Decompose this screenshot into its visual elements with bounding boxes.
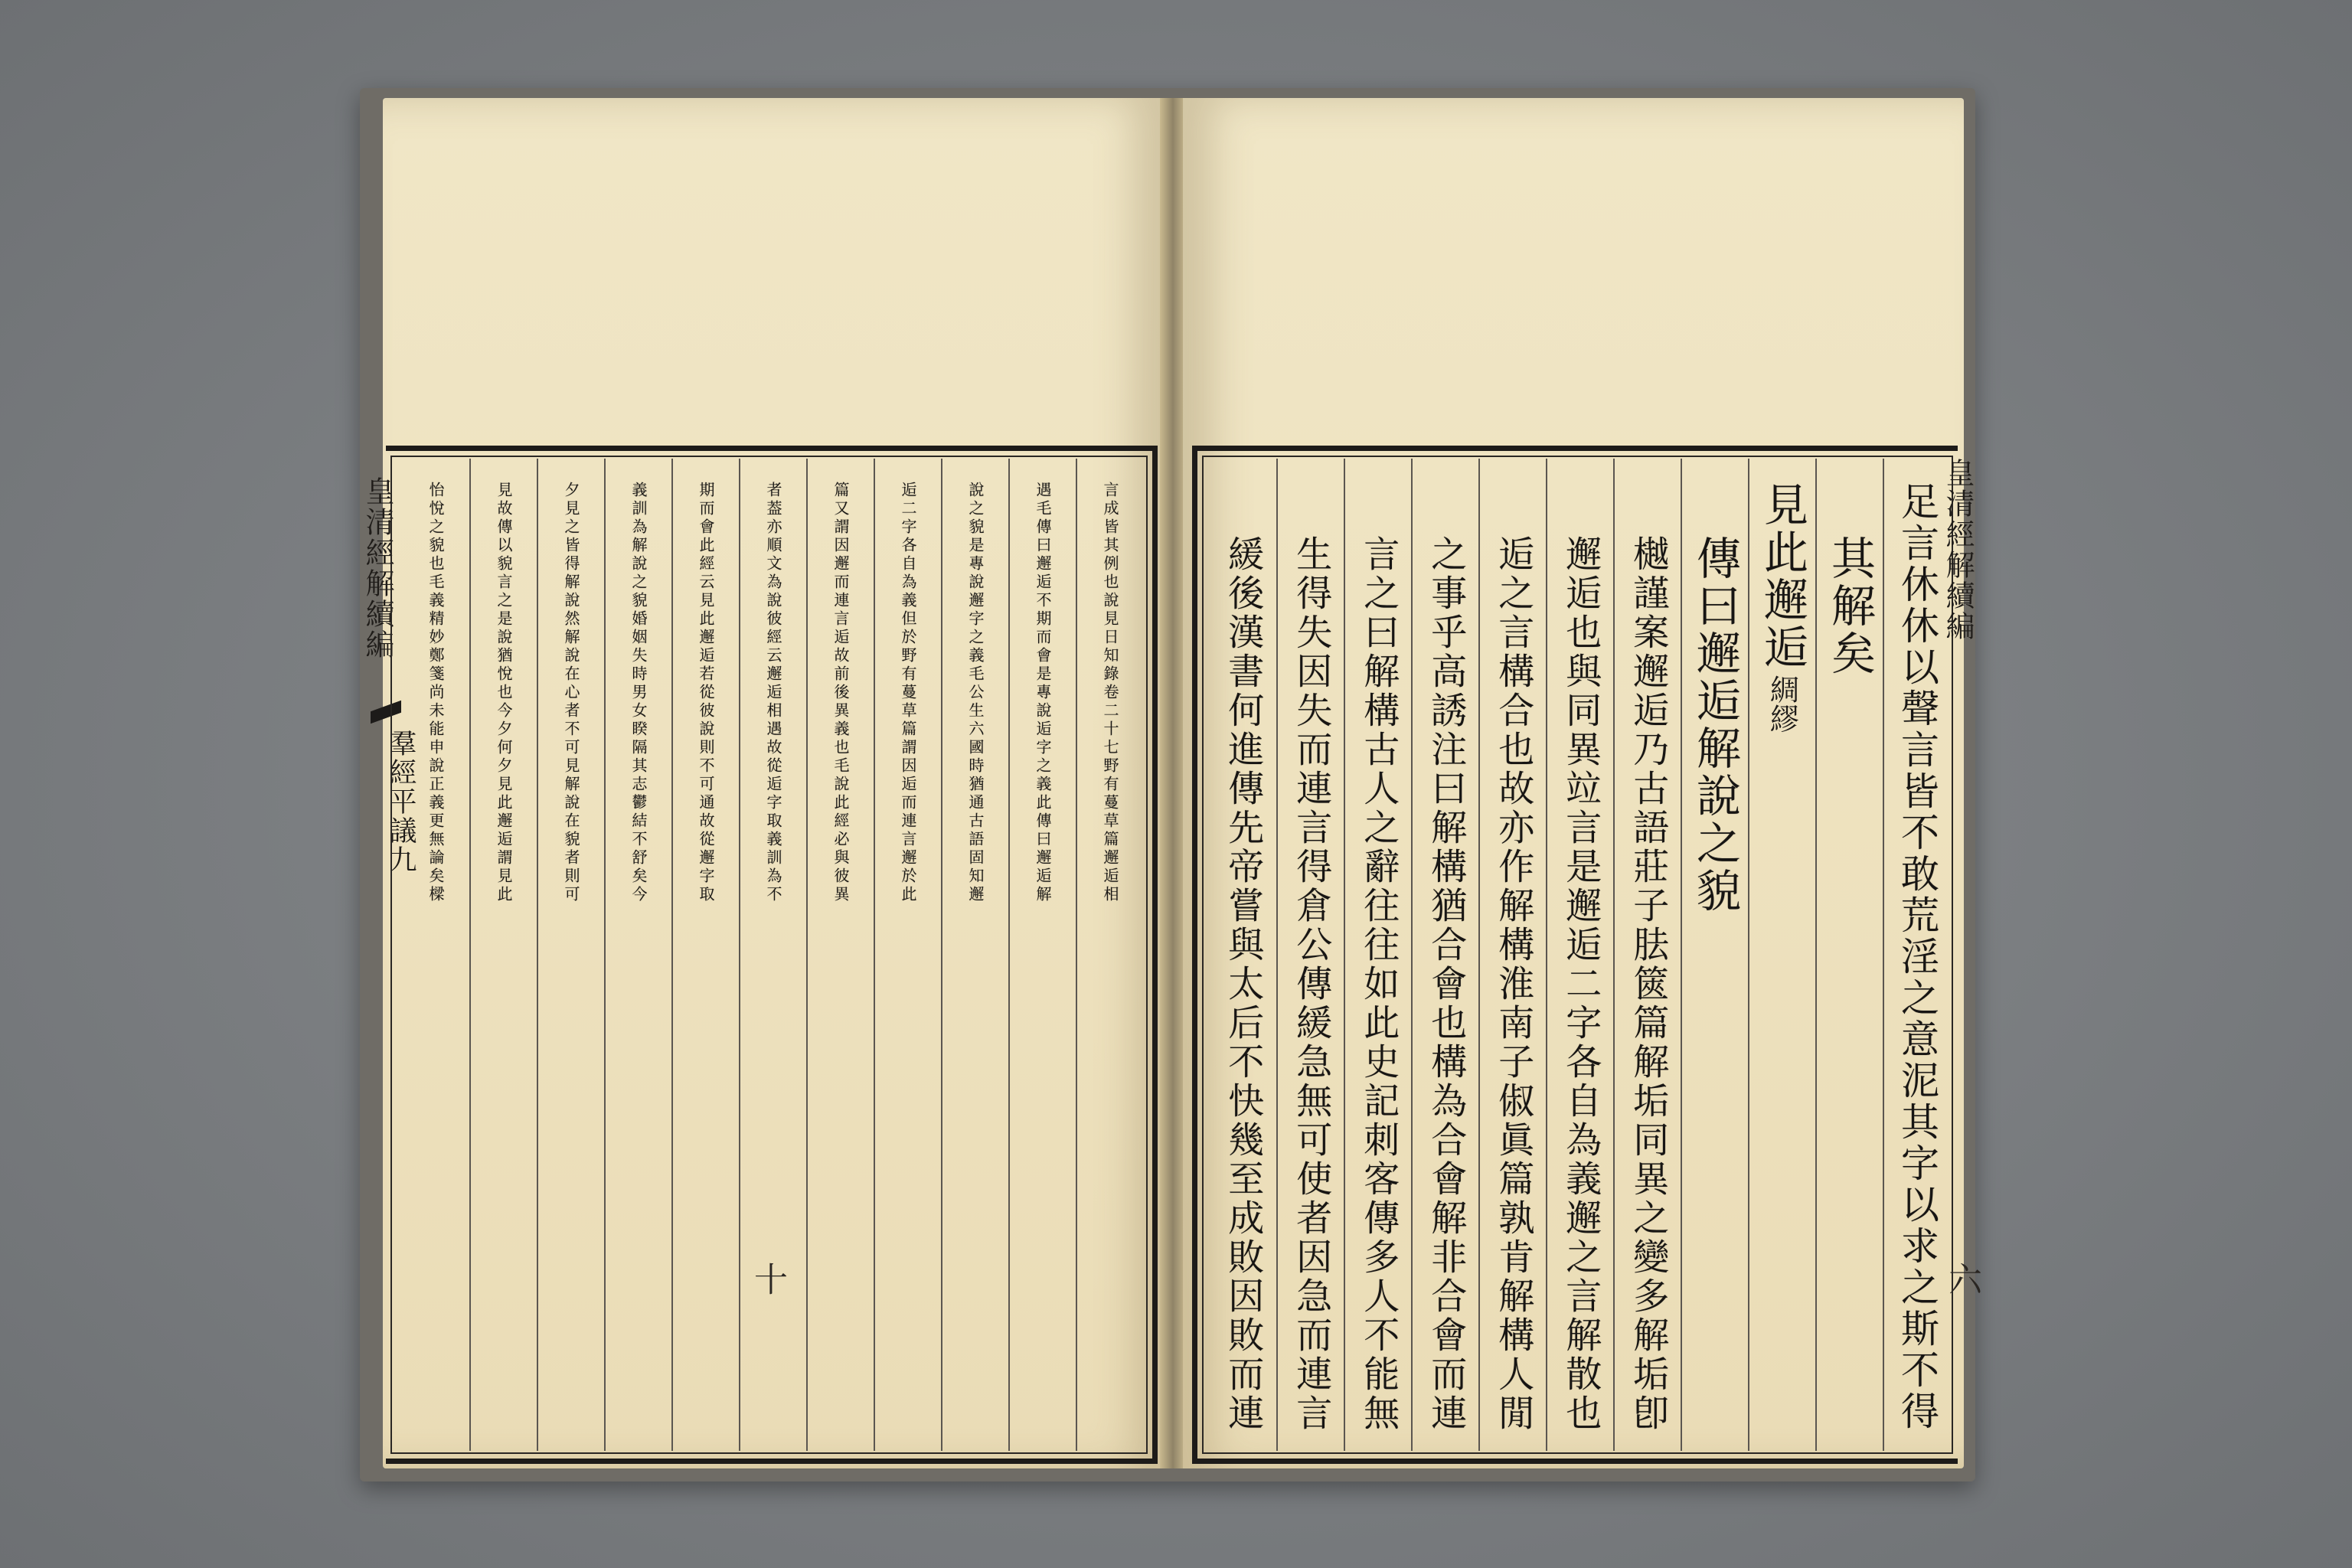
right-text-columns — [1207, 459, 1950, 1451]
left-runner-chapter: 羣經平議九 — [385, 729, 416, 874]
column-text: 邂逅也與同異竝言是邂逅二字各自為義邂之言解散也 — [1560, 535, 1602, 1433]
text-column — [941, 459, 1008, 1451]
column-text: 樾謹案邂逅乃古語莊子胠篋篇解垢同異之變多解垢卽 — [1627, 535, 1670, 1433]
column-text: 怡悅之貌也毛義精妙鄭箋尚未能申說正義更無論矣樑 — [426, 482, 445, 904]
left-text-columns — [386, 459, 1143, 1451]
column-text: 義訓為解說之貌婚姻失時男女睽隔其志鬱結不舒矣今 — [629, 482, 648, 904]
text-column — [604, 459, 671, 1451]
left-page-number: 十 — [748, 1262, 787, 1295]
column-text: 遇毛傳曰邂逅不期而會是專說逅字之義此傳曰邂逅解 — [1034, 482, 1052, 904]
right-runner-title: 皇清經解續編 — [1941, 458, 1975, 642]
column-text: 篇又謂因邂而連言逅故前後異義也毛說此經必與彼異 — [831, 482, 850, 904]
column-text: 見此邂逅 — [1756, 482, 1808, 671]
text-column — [469, 459, 537, 1451]
column-text: 說之貌是專說邂字之義毛公生六國時猶通古語固知邂 — [966, 482, 985, 904]
text-column — [1613, 459, 1681, 1451]
right-page-number: 六 — [1942, 1262, 1981, 1295]
left-page — [361, 98, 1164, 1468]
right-page — [1183, 98, 1981, 1468]
column-text: 期而會此經云見此邂逅若從彼說則不可通故從邂字取 — [697, 482, 715, 904]
text-column — [806, 459, 874, 1451]
column-text: 逅二字各自為義但於野有蔓草篇謂因逅而連言邂於此 — [899, 482, 917, 904]
column-text: 生得失因失而連言得倉公傳緩急無可使者因急而連言 — [1290, 535, 1333, 1433]
text-column — [874, 459, 941, 1451]
column-text: 言成皆其例也說見日知錄卷二十七野有蔓草篇邂逅相 — [1101, 482, 1119, 904]
text-column — [1411, 459, 1478, 1451]
column-text: 其解矣 — [1824, 535, 1876, 678]
text-column — [402, 459, 469, 1451]
column-text: 緩後漢書何進傳先帝嘗與太后不快幾至成敗因敗而連 — [1222, 535, 1265, 1433]
left-runner-title: 皇清經解續編 — [361, 476, 394, 660]
text-column — [1076, 459, 1143, 1451]
text-column — [671, 459, 739, 1451]
column-text: 足言休休以聲言皆不敢荒淫之意泥其字以求之斯不得 — [1895, 482, 1939, 1432]
text-column — [1344, 459, 1411, 1451]
book-gutter — [1160, 98, 1186, 1468]
column-text: 言之曰解構古人之辭往往如此史記刺客傳多人不能無 — [1357, 535, 1400, 1433]
text-column — [1681, 459, 1748, 1451]
column-text: 夕見之皆得解說然解說在心者不可見解說在貌者則可 — [562, 482, 580, 904]
column-text: 傳曰邂逅解說之貌 — [1689, 535, 1741, 915]
column-note: 綢繆 — [1765, 675, 1799, 733]
text-column — [1748, 459, 1815, 1451]
column-text: 者葢亦順文為說彼經云邂逅相遇故從逅字取義訓為不 — [764, 482, 782, 904]
column-text: 見故傳以貌言之是說猶悅也今夕何夕見此邂逅謂見此 — [495, 482, 513, 904]
left-text-frame — [386, 446, 1158, 1464]
column-text: 逅之言構合也故亦作解構淮南子俶眞篇孰肯解構人閒 — [1492, 535, 1535, 1433]
text-column — [1008, 459, 1076, 1451]
text-column — [739, 459, 806, 1451]
text-column — [1209, 459, 1276, 1451]
text-column — [1478, 459, 1546, 1451]
text-column — [1276, 459, 1344, 1451]
text-column — [1546, 459, 1613, 1451]
right-text-frame — [1192, 446, 1958, 1464]
text-column — [1815, 459, 1883, 1451]
text-column — [537, 459, 604, 1451]
column-text: 之事乎高誘注曰解構猶合會也構為合會解非合會而連 — [1425, 535, 1468, 1433]
